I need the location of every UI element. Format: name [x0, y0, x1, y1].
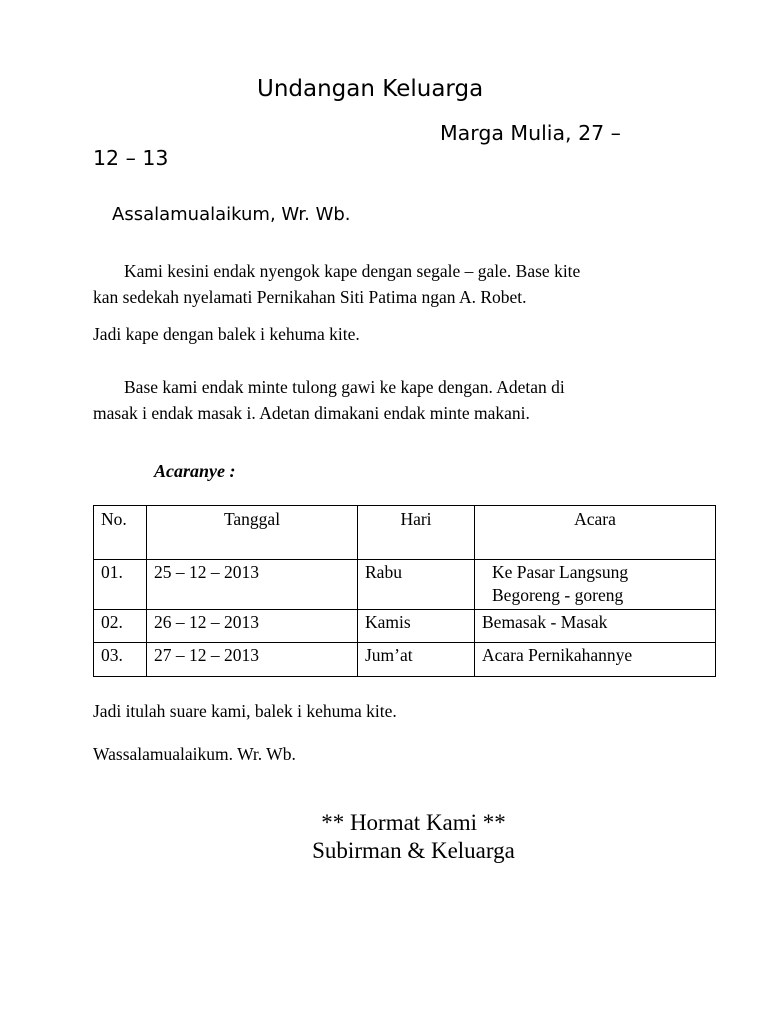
cell-hari: Rabu: [358, 560, 475, 610]
cell-tanggal: 25 – 12 – 2013: [147, 560, 358, 610]
regards: ** Hormat Kami **: [321, 810, 506, 835]
paragraph1-line1: Kami kesini endak nyengok kape dengan segale – gale. Base kite: [124, 261, 581, 281]
cell-acara: Bemasak - Masak: [475, 610, 716, 643]
cell-acara: Acara Pernikahannye: [475, 643, 716, 677]
paragraph2: Jadi kape dengan balek i kehuma kite.: [93, 324, 360, 344]
cell-tanggal: 27 – 12 – 2013: [147, 643, 358, 677]
greeting: Assalamualaikum, Wr. Wb.: [112, 204, 351, 225]
paragraph3-line1: Base kami endak minte tulong gawi ke kape dengan. Adetan di: [124, 377, 565, 397]
table-header-row: [94, 506, 716, 560]
header-acara: Acara: [475, 506, 716, 560]
header-no: No.: [94, 506, 147, 560]
cell-no: 02.: [94, 610, 147, 643]
header-hari: Hari: [358, 506, 475, 560]
table-row: [94, 643, 716, 677]
cell-hari: Kamis: [358, 610, 475, 643]
table-row: [94, 610, 716, 643]
cell-no: 03.: [94, 643, 147, 677]
cell-no: 01.: [94, 560, 147, 610]
paragraph3-line2: masak i endak masak i. Adetan dimakani endak minte makani.: [93, 403, 530, 423]
cell-hari: Jum’at: [358, 643, 475, 677]
paragraph1-line2: kan sedekah nyelamati Pernikahan Siti Patima ngan A. Robet.: [93, 287, 527, 307]
header-tanggal: Tanggal: [147, 506, 358, 560]
table-row: [94, 560, 716, 610]
signer-name: Subirman & Keluarga: [312, 838, 515, 863]
cell-tanggal: 26 – 12 – 2013: [147, 610, 358, 643]
closing-line: Jadi itulah suare kami, balek i kehuma kite.: [93, 701, 397, 721]
schedule-table: [93, 505, 716, 677]
acara-line2: Begoreng - goreng: [492, 585, 624, 605]
acara-line1: Ke Pasar Langsung: [492, 562, 629, 582]
closing-salutation: Wassalamualaikum. Wr. Wb.: [93, 744, 296, 764]
agenda-heading: Acaranye :: [154, 461, 236, 481]
place-date-line2: 12 – 13: [93, 146, 169, 170]
place-date-line1: Marga Mulia, 27 –: [440, 121, 621, 145]
document-title: Undangan Keluarga: [257, 76, 484, 102]
cell-acara: [475, 560, 716, 610]
